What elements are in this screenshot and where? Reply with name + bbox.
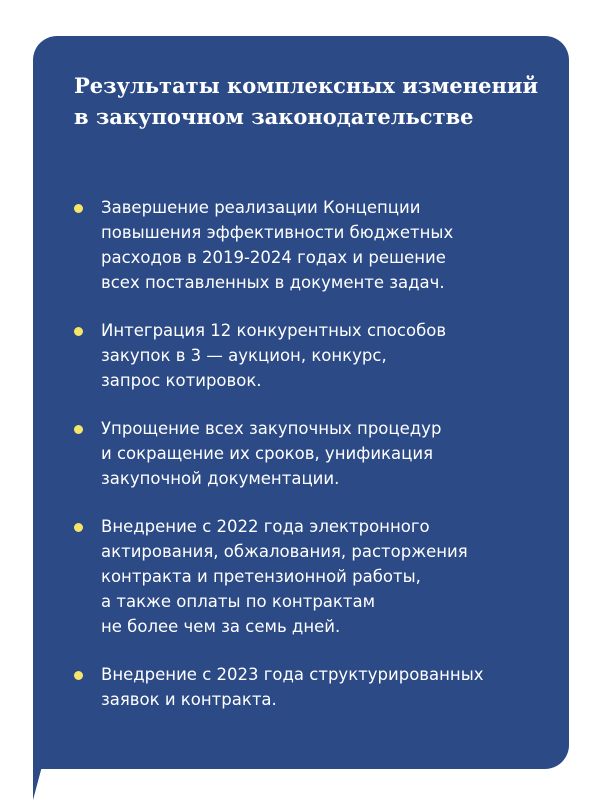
list-item [74,662,554,712]
list-item-text: Упрощение всех закупочных процедур и сокращение их сроков, унификация закупочной документации. [101,419,442,488]
list-item [74,195,554,295]
list-item-text: Интеграция 12 конкурентных способов закупок в 3 — аукцион, конкурс, запрос котировок. [101,321,447,390]
bullet-icon [74,523,83,532]
card-title: Результаты комплексных изменений в закупочном законодательстве [74,73,539,129]
speech-bubble-tail [33,740,49,800]
list-item-text: Внедрение с 2023 года структурированных заявок и контракта. [101,665,484,709]
list-item [74,318,554,393]
list-item-text: Внедрение с 2022 года электронного актирования, обжалования, расторжения контракта и претензионной работы, а также оплаты по контрактам не более чем за семь дней. [101,517,468,636]
bullet-icon [74,204,83,213]
bullet-icon [74,425,83,434]
bullet-icon [74,327,83,336]
list-item [74,416,554,491]
bullet-icon [74,671,83,680]
results-list [74,195,554,735]
list-item [74,514,554,639]
list-item-text: Завершение реализации Концепции повышения эффективности бюджетных расходов в 2019-2024 годах и решение всех поставленных в документе задач. [101,198,454,292]
